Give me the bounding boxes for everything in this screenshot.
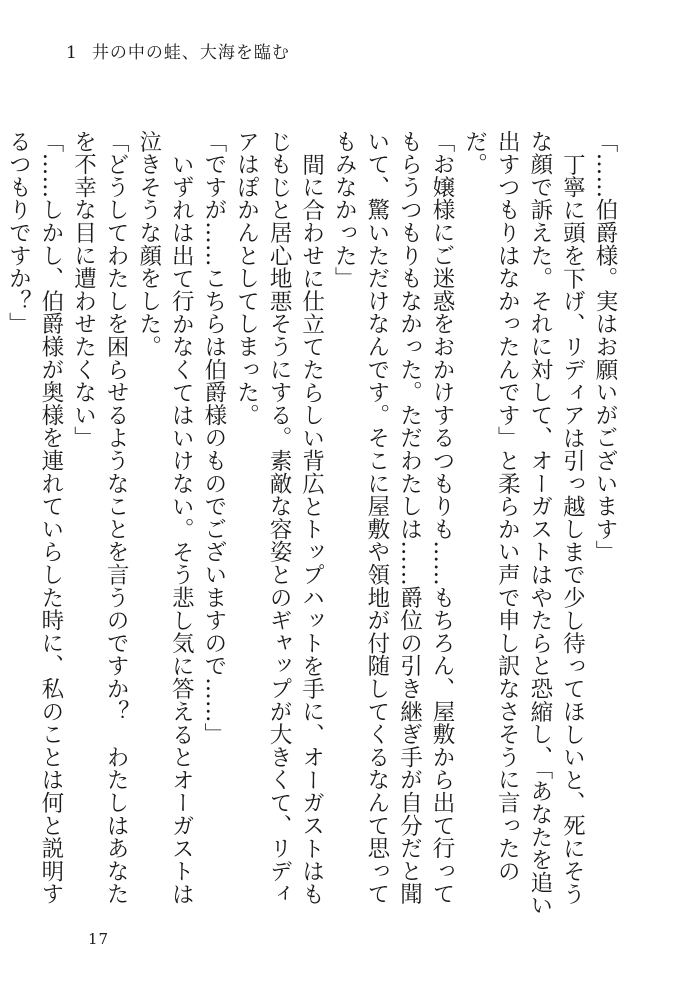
paragraph-8: 「……しかし、伯爵様が奥様を連れていらした時に、私のことは何と説明するつもりですか？」 (5, 130, 64, 906)
paragraph-4: 間に合わせに仕立てたらしい背広とトップハットを手に、オーガストはもじもじと居心地悪そうにする。素敵な容姿とのギャップが大きくて、リディアはぽかんとしてしまった。 (233, 130, 325, 906)
page-number: 17 (88, 930, 110, 948)
paragraph-2: 丁寧に頭を下げ、リディアは引っ越しまで少し待ってほしいと、死にそうな顔で訴えた。それに対して、オーガストはやたらと恐縮し、「あなたを追い出すつもりはなかったんです」と柔らかい声で申し訳なさそうに言ったのだ。 (461, 130, 586, 917)
vertical-body-text (5, 130, 621, 920)
paragraph-3: 「お嬢様にご迷惑をおかけするつもりも……もちろん、屋敷から出て行ってもらうつもりもなかった。ただわたしは……爵位の引き継ぎ手が自分だと聞いて、驚いただけなんです。そこに屋敷や領地が付随してくるなんて思ってもみなかった」 (331, 130, 456, 906)
paragraph-7: 「どうしてわたしを困らせるようなことを言うのですか？ わたしはあなたを不幸な目に遭わせたくない」 (70, 130, 130, 906)
paragraph-1: 「……伯爵様。実はお願いがございます」 (592, 130, 618, 564)
paragraph-9 (0, 130, 2, 920)
running-header (66, 38, 290, 63)
paragraph-6: いずれは出て行かなくてはいけない。そう悲し気に答えるとオーガストは泣きそうな顔をした。 (135, 130, 195, 905)
chapter-title: 井の中の蛙、大海を臨む (91, 43, 290, 63)
paragraph-5: 「ですが……こちらは伯爵様のものでございますので……」 (200, 130, 227, 746)
chapter-number: 1 (66, 43, 78, 63)
